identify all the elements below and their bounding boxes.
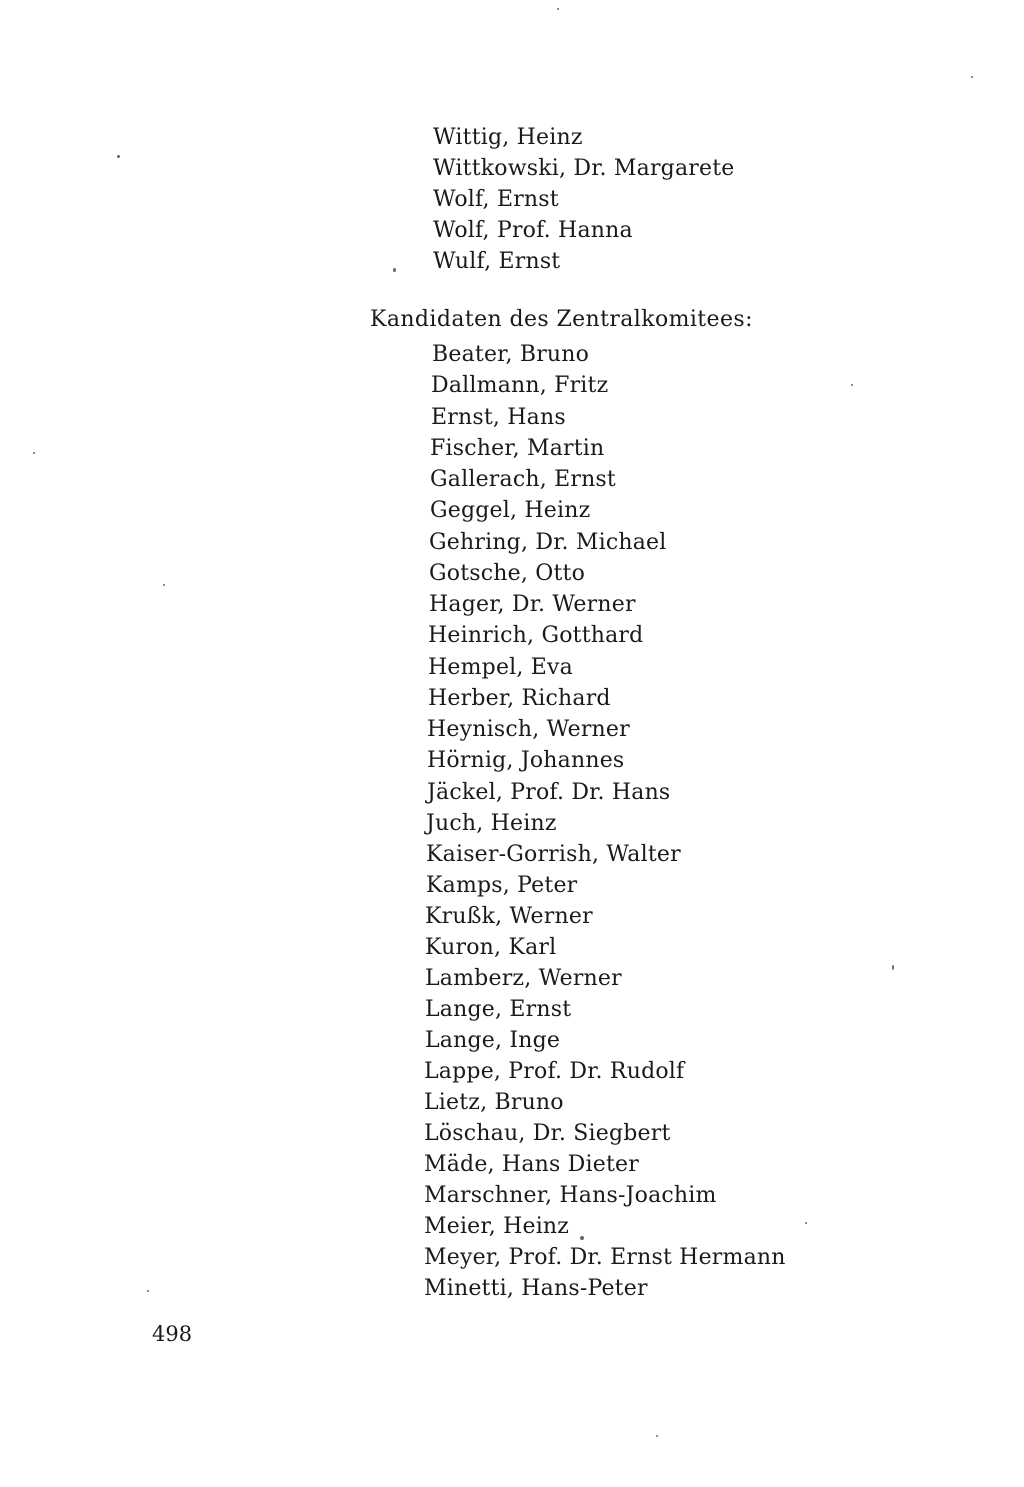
list-item: Juch, Heinz <box>426 811 557 836</box>
list-item: Kuron, Karl <box>425 935 557 960</box>
list-item: Wulf, Ernst <box>433 249 561 274</box>
page-number: 498 <box>152 1322 193 1346</box>
list-item: Wolf, Prof. Hanna <box>433 218 633 243</box>
list-item: Meier, Heinz <box>424 1214 570 1239</box>
list-item: Ernst, Hans <box>431 405 566 430</box>
list-item: Gallerach, Ernst <box>430 467 616 492</box>
list-item: Beater, Bruno <box>432 342 590 367</box>
list-item: Lange, Inge <box>425 1028 561 1053</box>
scan-speck <box>851 384 853 386</box>
list-item: Minetti, Hans-Peter <box>424 1276 648 1301</box>
scan-speck <box>33 452 35 454</box>
scan-speck <box>117 155 120 158</box>
list-item: Wolf, Ernst <box>433 187 559 212</box>
section-heading: Kandidaten des Zentralkomitees: <box>370 307 753 332</box>
list-item: Wittig, Heinz <box>433 125 583 150</box>
scan-speck <box>892 965 894 970</box>
list-item: Dallmann, Fritz <box>431 373 609 398</box>
scan-speck <box>805 1222 807 1224</box>
list-item: Lappe, Prof. Dr. Rudolf <box>424 1059 685 1084</box>
scan-speck <box>557 8 559 10</box>
list-item: Gotsche, Otto <box>429 561 586 586</box>
list-item: Heynisch, Werner <box>427 717 630 742</box>
list-item: Marschner, Hans-Joachim <box>424 1183 717 1208</box>
scan-speck <box>393 268 396 272</box>
list-item: Mäde, Hans Dieter <box>424 1152 639 1177</box>
list-item: Wittkowski, Dr. Margarete <box>433 156 735 181</box>
list-item: Herber, Richard <box>428 686 611 711</box>
list-item: Lange, Ernst <box>425 997 572 1022</box>
list-item: Hager, Dr. Werner <box>429 592 636 617</box>
list-item: Fischer, Martin <box>430 436 605 461</box>
list-item: Löschau, Dr. Siegbert <box>424 1121 671 1146</box>
list-item: Hörnig, Johannes <box>427 748 625 773</box>
list-item: Jäckel, Prof. Dr. Hans <box>427 780 671 805</box>
list-item: Geggel, Heinz <box>430 498 591 523</box>
list-item: Heinrich, Gotthard <box>428 623 644 648</box>
list-item: Gehring, Dr. Michael <box>429 530 667 555</box>
scan-speck <box>147 1290 149 1292</box>
list-item: Hempel, Eva <box>428 655 573 680</box>
list-item: Kaiser-Gorrish, Walter <box>426 842 681 867</box>
list-item: Meyer, Prof. Dr. Ernst Hermann <box>424 1245 786 1270</box>
scan-speck <box>971 76 973 78</box>
list-item: Krußk, Werner <box>425 904 593 929</box>
list-item: Kamps, Peter <box>426 873 578 898</box>
list-item: Lamberz, Werner <box>425 966 622 991</box>
scan-speck <box>163 584 165 586</box>
scan-speck <box>580 1236 584 1240</box>
list-item: Lietz, Bruno <box>424 1090 564 1115</box>
scan-speck <box>656 1435 658 1437</box>
